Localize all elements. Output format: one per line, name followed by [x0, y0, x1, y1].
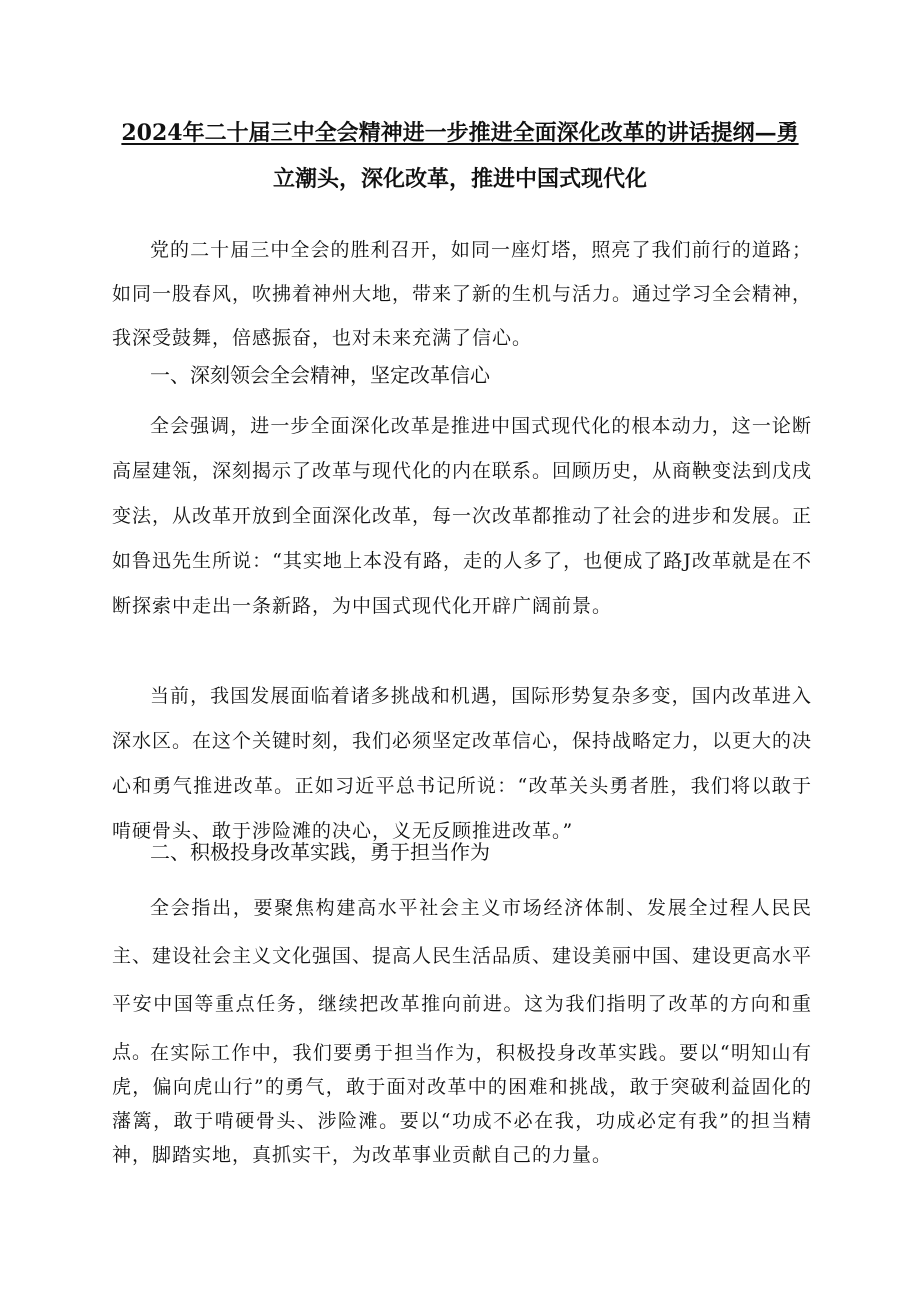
document-title-line1: 2024年二十届三中全会精神进一步推进全面深化改革的讲话提纲—勇 [121, 120, 799, 146]
section2-paragraph2: 在实际工作中，我们要勇于担当作为，积极投身改革实践。要以“明知山有虎，偏向虎山行”的勇气，敢于面对改革中的困难和挑战，敢于突破利益固化的藩篱，敢于啃硬骨头、涉险滩。要以“功成不必在我，功成必定有我”的担当精神，脚踏实地，真抓实干，为改革事业贡献自己的力量。 [112, 1042, 812, 1166]
document-title-line2: 立潮头，深化改革，推进中国式现代化 [272, 166, 647, 192]
section2-heading: 二、积极投身改革实践，勇于担当作为 [150, 840, 490, 864]
section2-paragraph1: 全会指出，要聚焦构建高水平社会主义市场经济体制、发展全过程人民民主、建设社会主义文化强国、提高人民生活品质、建设美丽中国、建设更高水平平安中国等重点任务，继续把改革推向前进。这为我们指明了改革的方向和重点。 [112, 897, 813, 1063]
intro-paragraph: 党的二十届三中全会的胜利召开，如同一座灯塔，照亮了我们前行的道路；如同一股春风，吹拂着神州大地，带来了新的生机与活力。通过学习全会精神，我深受鼓舞，倍感振奋，也对未来充满了信心。 [112, 239, 813, 349]
section1-heading: 一、深刻领会全会精神，坚定改革信心 [150, 363, 490, 387]
section1-paragraph1: 全会强调，进一步全面深化改革是推进中国式现代化的根本动力，这一论断高屋建瓴，深刻揭示了改革与现代化的内在联系。回顾历史，从商鞅变法到戊戌变法，从改革开放到全面深化改革，每一次改革都推动了社会的进步和发展。正如鲁迅先生所说：“其实地上本没有路，走的人多了，也便成了路J改革就是在不断探索中走出一条新路，为中国式现代化开辟广阔前景。 [112, 415, 813, 617]
section1-paragraph2: 当前，我国发展面临着诸多挑战和机遇，国际形势复杂多变，国内改革进入深水区。在这个关键时刻，我们必须坚定改革信心，保持战略定力，以更大的决心和勇气推进改革。正如习近平总书记所说：“改革关头勇者胜，我们将以敢于啃硬骨头、敢于涉险滩的决心，义无反顾推进改革。” [112, 685, 813, 842]
